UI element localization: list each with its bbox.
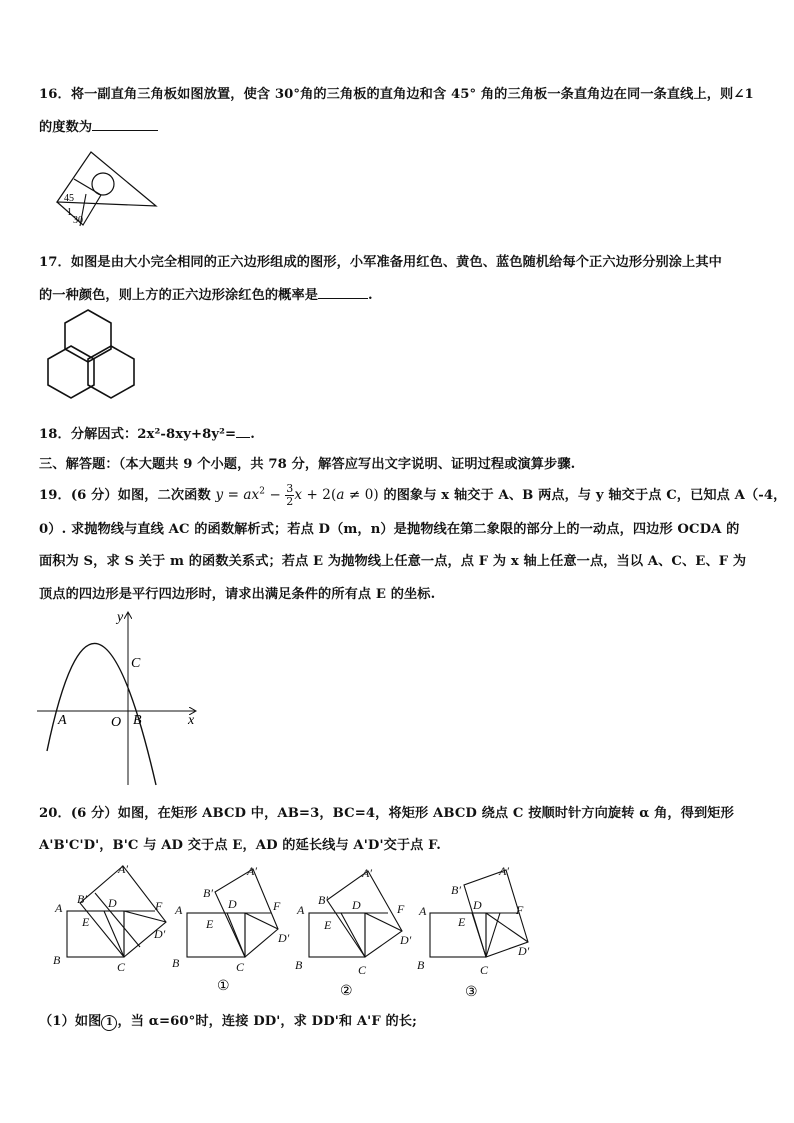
- fig2-label-a: A: [297, 903, 305, 917]
- fig0-label-b-prime: B′: [77, 892, 87, 906]
- q19-line1-b: 的图象与 x 轴交于 A、B 两点，与 y 轴交于点 C，已知点 A（-4，: [383, 488, 787, 503]
- fig2-label-c: C: [358, 963, 367, 977]
- q18-expression: 2x²-8xy+8y²=: [137, 427, 237, 442]
- q17-line1: 17．如图是由大小完全相同的正六边形组成的图形，小军准备用红色、黄色、蓝色随机给每个正六边形分别涂上其中: [39, 255, 722, 270]
- fig3-label-a-prime: A′: [499, 864, 509, 878]
- q16-label-30: 30: [73, 215, 83, 226]
- fig3-label-a: A: [419, 904, 427, 918]
- y-axis-label: y: [117, 610, 124, 625]
- fig0-label-a-prime: A′: [118, 862, 128, 876]
- hexagon-top: [65, 310, 111, 362]
- q17-answer-blank: [318, 286, 368, 299]
- fig1-label-f: F: [273, 899, 281, 913]
- fig2-label-d: D: [352, 898, 361, 912]
- fig1-label-e: E: [206, 917, 214, 931]
- fig0-label-f: F: [155, 899, 163, 913]
- fig3-label-b: B: [417, 958, 425, 972]
- q16-line2-text: 的度数为: [39, 120, 93, 135]
- origin-label: O: [111, 715, 122, 730]
- point-a-label: A: [58, 713, 67, 728]
- q19-line2: 0）. 求抛物线与直线 AC 的函数解析式；若点 D（m，n）是抛物线在第二象限的部分上的一动点，四边形 OCDA 的: [39, 522, 740, 537]
- q17-line2-end: .: [368, 288, 373, 303]
- fig1-label-a: A: [175, 903, 183, 917]
- fig1-label-d-prime: D′: [278, 931, 290, 945]
- fig2-caption: ②: [340, 984, 353, 999]
- q19-line1: [39, 483, 786, 508]
- hexagon-bottom-left: [48, 346, 94, 398]
- fig0-label-e: E: [82, 915, 90, 929]
- fig0-label-a: A: [55, 901, 63, 915]
- fig3-label-b-prime: B′: [451, 883, 461, 897]
- q19-line4: 顶点的四边形是平行四边形时，请求出满足条件的所有点 E 的坐标.: [39, 587, 436, 602]
- q18-answer-blank: [236, 425, 250, 438]
- fig3-label-e: E: [458, 915, 466, 929]
- fig2-label-f: F: [397, 902, 405, 916]
- q20-line1: 20．(6 分）如图，在矩形 ABCD 中，AB=3，BC=4，将矩形 ABCD 绕点 C 按顺时针方向旋转 α 角，得到矩形: [39, 806, 734, 821]
- fig2-label-b-prime: B′: [318, 893, 328, 907]
- section3-heading: 三、解答题：（本大题共 9 个小题，共 78 分，解答应写出文字说明、证明过程或演算步骤.: [39, 457, 576, 472]
- q19-line3: 面积为 S，求 S 关于 m 的函数关系式；若点 E 为抛物线上任意一点，点 F 为 x 轴上任意一点，当以 A、C、E、F 为: [39, 554, 747, 569]
- q20-figure-2: [309, 871, 402, 957]
- q16-line1: 16．将一副直角三角板如图放置，使含 30°角的三角板的直角边和含 45° 角的三角板一条直角边在同一条直线上，则∠1: [39, 87, 754, 102]
- fig3-label-d: D: [473, 898, 482, 912]
- q16-answer-blank: [92, 118, 158, 131]
- q20-figure-main: [67, 866, 166, 957]
- q20-figure-3: [430, 870, 528, 957]
- fig0-label-d: D: [108, 896, 117, 910]
- q16-line2: [39, 116, 158, 135]
- q17-line2-text: 的一种颜色，则上方的正六边形涂红色的概率是: [39, 288, 319, 303]
- q20-figure-1: [187, 869, 278, 957]
- hexagon-bottom-right: [88, 346, 134, 398]
- q18-line: [39, 423, 255, 442]
- q20-rotation-figures: [45, 858, 550, 1003]
- q19-formula: $y = ax^2$ − $\frac{3}{2}$ x + 2(a ≠ 0): [215, 482, 379, 508]
- point-c-label: C: [131, 656, 141, 671]
- fig3-caption: ③: [465, 985, 478, 1000]
- fig0-label-d-prime: D′: [154, 927, 166, 941]
- fig2-label-a-prime: A′: [362, 866, 372, 880]
- q20-line2: A'B'C'D'，B'C 与 AD 交于点 E，AD 的延长线与 A'D'交于点 F.: [39, 838, 441, 853]
- q20-sub1-a: （1）如图: [39, 1014, 102, 1029]
- fig1-label-b: B: [172, 956, 180, 970]
- q17-line2: [39, 284, 373, 303]
- x-axis-label: x: [188, 713, 195, 728]
- q18-prefix: 18．分解因式：: [39, 427, 138, 442]
- fig3-label-c: C: [480, 963, 489, 977]
- fig0-label-c: C: [117, 960, 126, 974]
- fig2-label-d-prime: D′: [400, 933, 412, 947]
- fig1-label-b-prime: B′: [203, 886, 213, 900]
- fig2-label-e: E: [324, 918, 332, 932]
- q20-sub1-circled-mark: 1: [101, 1015, 117, 1031]
- fig1-caption: ①: [217, 979, 230, 994]
- fig3-label-d-prime: D′: [518, 944, 530, 958]
- fig1-label-d: D: [228, 897, 237, 911]
- q16-label-45: 45: [64, 193, 74, 204]
- q20-sub1: [39, 1010, 417, 1031]
- q20-sub1-b: ，当 α=60°时，连接 DD'，求 DD'和 A'F 的长;: [117, 1014, 418, 1029]
- fig1-label-c: C: [236, 960, 245, 974]
- fig1-label-a-prime: A′: [247, 864, 257, 878]
- q16-triangle-figure: [50, 150, 165, 230]
- q18-suffix: .: [250, 427, 255, 442]
- q16-label-1: 1: [67, 207, 72, 218]
- q17-hexagon-figure: [40, 305, 150, 400]
- q19-line1-a: 19．(6 分）如图，二次函数: [39, 488, 211, 503]
- q19-parabola-figure: [35, 605, 205, 790]
- point-b-label: B: [133, 713, 142, 728]
- fig2-label-b: B: [295, 958, 303, 972]
- fig0-label-b: B: [53, 953, 61, 967]
- fig3-label-f: F: [516, 903, 524, 917]
